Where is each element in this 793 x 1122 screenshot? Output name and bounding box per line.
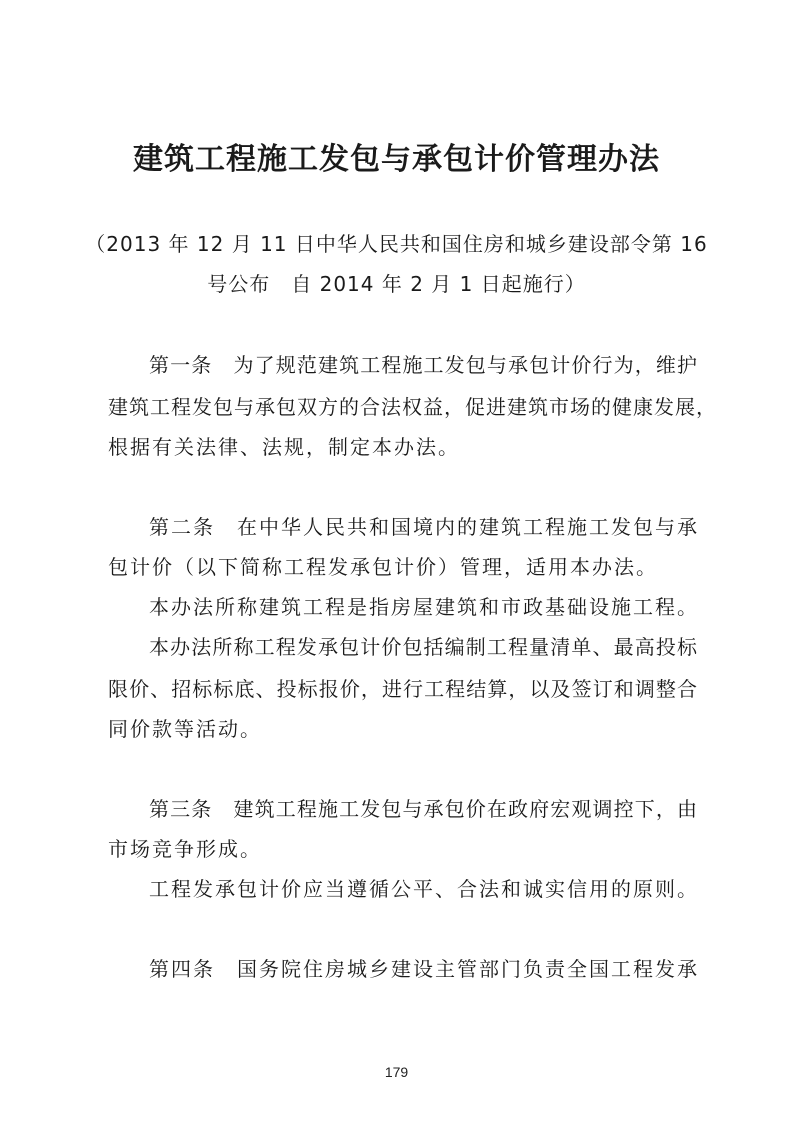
article-1-line-1: 第一条 为了规范建筑工程施工发包与承包计价行为，维护 [149, 353, 698, 377]
subtitle-line-1: （2013 年 12 月 11 日中华人民共和国住房和城乡建设部令第 16 [85, 232, 708, 256]
article-2-line-3: 本办法所称建筑工程是指房屋建筑和市政基础设施工程。 [149, 595, 699, 619]
article-3-line-3: 工程发承包计价应当遵循公平、合法和诚实信用的原则。 [149, 877, 699, 901]
page-number: 179 [384, 1064, 409, 1080]
article-1-line-3: 根据有关法律、法规，制定本办法。 [108, 435, 460, 459]
article-2-line-4: 本办法所称工程发承包计价包括编制工程量清单、最高投标 [149, 635, 698, 659]
document-title: 建筑工程施工发包与承包计价管理办法 [133, 142, 660, 177]
article-2-line-5: 限价、招标标底、投标报价，进行工程结算，以及签订和调整合 [108, 677, 698, 701]
article-3-line-1: 第三条 建筑工程施工发包与承包价在政府宏观调控下，由 [149, 797, 698, 821]
article-2-line-2: 包计价（以下简称工程发承包计价）管理，适用本办法。 [108, 555, 658, 579]
article-4-line-1: 第四条 国务院住房城乡建设主管部门负责全国工程发承 [149, 957, 698, 981]
article-1-line-2: 建筑工程发包与承包双方的合法权益，促进建筑市场的健康发展， [108, 395, 717, 419]
article-2-line-1: 第二条 在中华人民共和国境内的建筑工程施工发包与承 [149, 515, 698, 539]
article-3-line-2: 市场竞争形成。 [108, 837, 262, 861]
article-2-line-6: 同价款等活动。 [108, 717, 262, 741]
subtitle-line-2: 号公布 自 2014 年 2 月 1 日起施行） [207, 272, 586, 296]
